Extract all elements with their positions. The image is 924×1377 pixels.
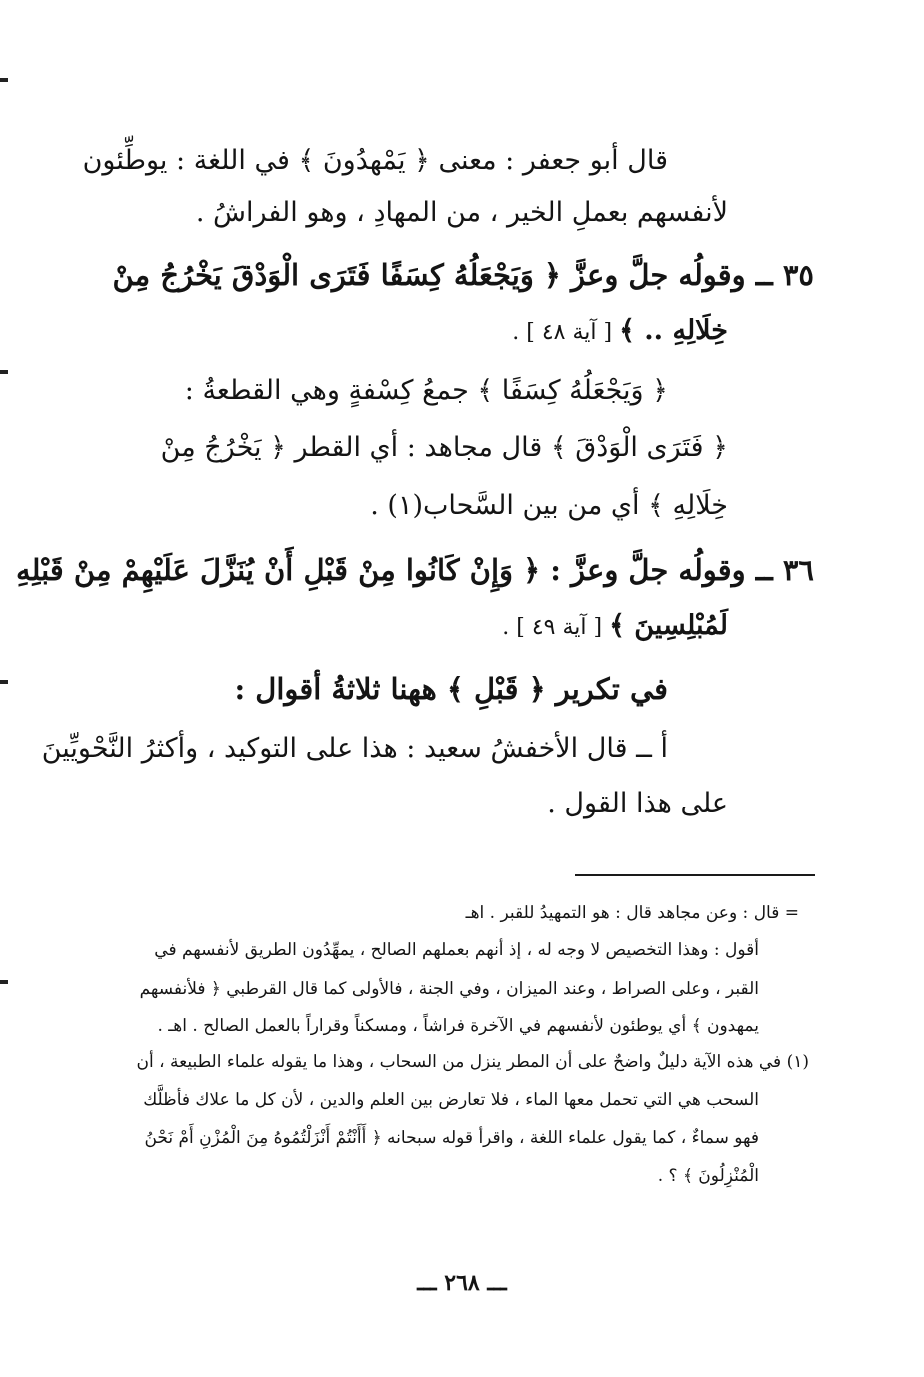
footnote-1-line-2: السحب هي التي تحمل معها الماء ، فلا تعارض بين العلم والدين ، لأن كل ما علاك فأظلَّك — [143, 1090, 759, 1110]
main-line-1-text: قال أبو جعفر : معنى ﴿ يَمْهدُونَ ﴾ في اللغة : يوطِّئون — [82, 145, 668, 176]
wadq-line: ﴿ فَتَرَى الْوَدْقَ ﴾ قال مجاهد : أي القطر ﴿ يَخْرُجُ مِنْ — [160, 432, 728, 463]
footnote-1-line-4: الْمُنْزِلُونَ ﴾ ؟ . — [657, 1166, 759, 1186]
verse-36-continuation — [502, 610, 728, 641]
akhfash-line-2: على هذا القول . — [547, 788, 728, 819]
verse-36-end: لَمُبْلِسِينَ ﴾ — [609, 610, 728, 641]
section-heading: في تكرير ﴿ قَبْلِ ﴾ ههنا ثلاثةُ أقوال : — [234, 672, 668, 706]
margin-mark — [0, 980, 8, 984]
verse-36-ref: [ آية ٤٩ ] . — [502, 615, 610, 640]
verse-35-continuation — [512, 315, 728, 346]
footnote-1-line-1: (١) في هذه الآية دليلٌ واضحٌ على أن المطر ينزل من السحاب ، وهذا ما يقوله علماء الطبيعة ، أن — [136, 1052, 809, 1072]
margin-mark — [0, 370, 8, 374]
footnote-continuation: = قال : وعن مجاهد قال : هو التمهيدُ للقبر . اهـ — [465, 903, 799, 923]
footnote-1-line-3: فهو سماءٌ ، كما يقول علماء اللغة ، واقرأ قوله سبحانه ﴿ أَأَنْتُمْ أَنْزَلْتُمُوهُ مِنَ الْمُزْنِ أَمْ نَحْنُ — [144, 1128, 759, 1148]
footnote-comment-1: أقول : وهذا التخصيص لا وجه له ، إذ أنهم بعملهم الصالح ، يمهِّدُون الطريق لأنفسهم في — [154, 940, 759, 960]
main-line-2: لأنفسهم بعملِ الخير ، من المهادِ ، وهو الفراشُ . — [195, 197, 728, 228]
footnote-comment-2: القبر ، وعلى الصراط ، وعند الميزان ، وفي الجنة ، فالأولى كما قال القرطبي ﴿ فلأنفسهم — [139, 979, 759, 999]
margin-mark — [0, 680, 8, 684]
khilalihi-line: خِلَالِهِ ﴾ أي من بين السَّحاب(١) . — [370, 490, 728, 521]
page-number: ـــ ٢٦٨ ـــ — [417, 1270, 507, 1296]
verse-35-end: خِلَالِهِ .. ﴾ — [619, 315, 728, 346]
verse-35-ref: [ آية ٤٨ ] . — [512, 320, 620, 345]
margin-mark — [0, 78, 8, 82]
verse-36-line: ٣٦ ــ وقولُه جلَّ وعزَّ : ﴿ وَإِنْ كَانُوا مِنْ قَبْلِ أَنْ يُنَزَّلَ عَلَيْهِمْ مِنْ قَبْلِهِ — [16, 553, 814, 587]
akhfash-line: أ ــ قال الأخفشُ سعيد : هذا على التوكيد ، وأكثرُ النَّحْويِّينَ — [41, 733, 668, 764]
footnote-separator — [575, 874, 815, 876]
verse-35-line: ٣٥ ــ وقولُه جلَّ وعزَّ ﴿ وَيَجْعَلُهُ كِسَفًا فَتَرَى الْوَدْقَ يَخْرُجُ مِنْ — [112, 258, 814, 292]
main-line-1 — [83, 145, 668, 176]
kisafan-line: ﴿ وَيَجْعَلُهُ كِسَفًا ﴾ جمعُ كِسْفةٍ وهي القطعةُ : — [184, 375, 668, 406]
footnote-comment-3: يمهدون ﴾ أي يوطئون لأنفسهم في الآخرة فراشاً ، ومسكناً وقراراً بالعمل الصالح . اهـ . — [157, 1016, 759, 1036]
